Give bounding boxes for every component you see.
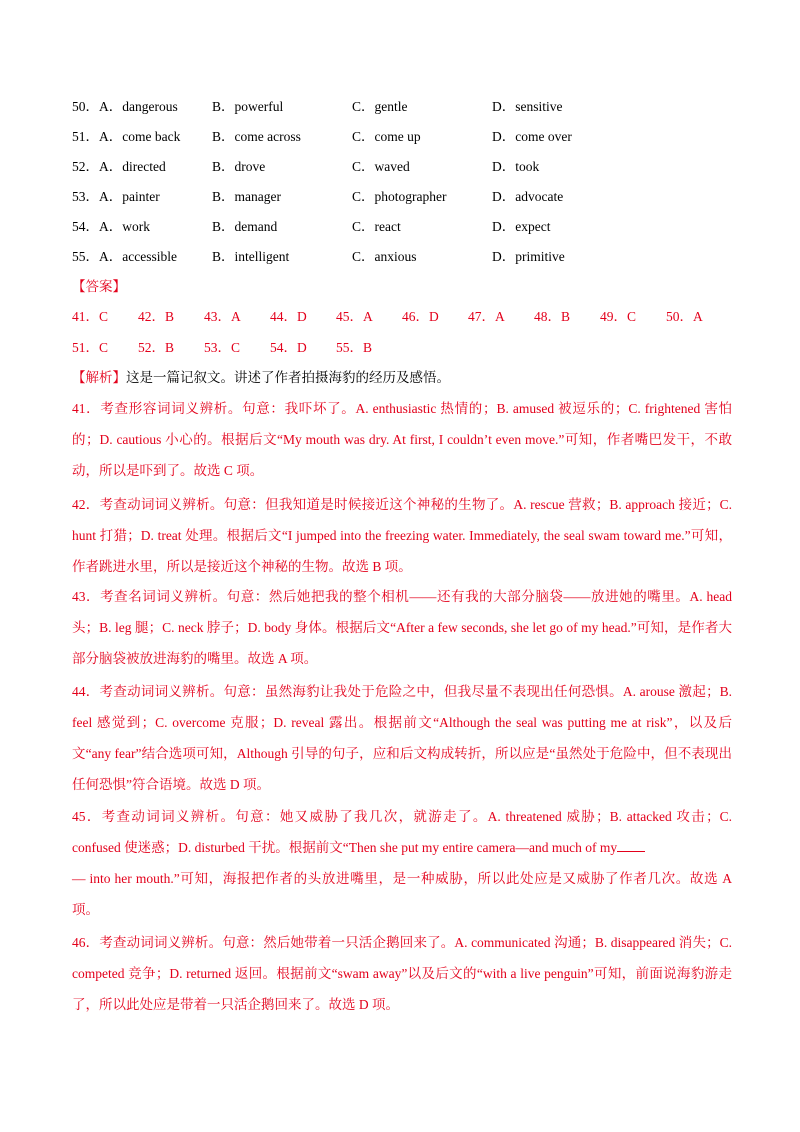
option-c: C．waved [352, 159, 410, 174]
answer-50: 50．A [666, 309, 703, 324]
option-b: B．come across [212, 129, 301, 144]
option-c: C．react [352, 219, 401, 234]
option-num-a: 50．A．dangerous [72, 99, 178, 114]
answer-41: 41．C [72, 309, 109, 324]
explanation-46 [72, 927, 732, 1020]
explanation-45 [72, 801, 732, 925]
explanation-text: 44．考查动词词义辨析。句意：虽然海豹让我处于危险之中，但我尽量不表现出任何恐惧。A. arouse 激起；B. feel 感觉到；C. overcome 克服；D. reveal 露出。根据前文“Although the seal was putting me at risk”，以及后文“any fear”结合选项可知，Although 引导的句子，应和后文构成转折，所以应是“虽然处于危险中，但不表现出任何恐惧”符合语境。故选 D 项。 [72, 684, 732, 792]
option-d: D．sensitive [492, 99, 563, 114]
explanation-44 [72, 676, 732, 800]
option-c: C．gentle [352, 99, 408, 114]
option-b: B．intelligent [212, 249, 290, 264]
answer-45: 45．A [336, 309, 373, 324]
option-d: D．took [492, 159, 540, 174]
explanation-text: 43．考查名词词义辨析。句意：然后她把我的整个相机——还有我的大部分脑袋——放进她的嘴里。A. head 头；B. leg 腿；C. neck 脖子；D. body 身体。根据后文“After a few seconds, she let go of my head.”可知，是作者大部分脑袋被放进海豹的嘴里。故选 A 项。 [72, 589, 732, 666]
answer-48: 48．B [534, 309, 571, 324]
explanation-text: 42．考查动词词义辨析。句意：但我知道是时候接近这个神秘的生物了。A. rescue 营救；B. approach 接近；C. hunt 打猎；D. treat 处理。根据后文“I jumped into the freezing water. Immediately, the seal swam toward me.”可知，作者跳进水里，所以是接近这个神秘的生物。故选 B 项。 [72, 497, 732, 574]
fill-blank [617, 837, 645, 852]
option-d: D．advocate [492, 189, 564, 204]
explanation-45-part1: 45．考查动词词义辨析。句意：她又威胁了我几次，就游走了。A. threatened 威胁；B. attacked 攻击；C. confused 使迷惑；D. disturbed 干扰。根据前文“Then she put my entire camera—and much of my [72, 809, 732, 855]
answer-44: 44．D [270, 309, 307, 324]
answer-heading: 【答案】 [72, 279, 126, 294]
option-c: C．photographer [352, 189, 447, 204]
option-d: D．come over [492, 129, 572, 144]
answer-42: 42．B [138, 309, 175, 324]
answer-47: 47．A [468, 309, 505, 324]
option-num-a: 54．A．work [72, 219, 150, 234]
explanation-41 [72, 393, 732, 486]
answer-49: 49．C [600, 309, 637, 324]
explanation-45-part2: — into her mouth.”可知，海报把作者的头放进嘴里，是一种威胁，所以此处应是又威胁了作者几次。故选 A 项。 [72, 871, 732, 917]
analysis-tag: 【解析】 [72, 370, 126, 385]
answer-51: 51．C [72, 340, 109, 355]
option-num-a: 52．A．directed [72, 159, 166, 174]
answer-43: 43．A [204, 309, 241, 324]
analysis-intro [72, 368, 450, 388]
option-b: B．drove [212, 159, 266, 174]
explanation-text [72, 801, 732, 925]
option-num-a: 55．A．accessible [72, 249, 177, 264]
explanation-text: 46．考查动词词义辨析。句意：然后她带着一只活企鹅回来了。A. communicated 沟通；B. disappeared 消失；C. competed 竞争；D. returned 返回。根据前文“swam away”以及后文的“with a live penguin”可知，前面说海豹游走了，所以此处应是带着一只活企鹅回来了。故选 D 项。 [72, 935, 732, 1012]
option-b: B．manager [212, 189, 281, 204]
answer-52: 52．B [138, 340, 175, 355]
answer-46: 46．D [402, 309, 439, 324]
option-num-a: 51．A．come back [72, 129, 181, 144]
option-d: D．primitive [492, 249, 565, 264]
option-b: B．demand [212, 219, 278, 234]
analysis-intro-text: 这是一篇记叙文。讲述了作者拍摄海豹的经历及感悟。 [126, 370, 450, 385]
answer-53: 53．C [204, 340, 241, 355]
explanation-43 [72, 581, 732, 674]
answer-55: 55．B [336, 340, 373, 355]
answer-54: 54．D [270, 340, 307, 355]
option-d: D．expect [492, 219, 551, 234]
option-b: B．powerful [212, 99, 284, 114]
explanation-text: 41．考查形容词词义辨析。句意：我吓坏了。A. enthusiastic 热情的；B. amused 被逗乐的；C. frightened 害怕的；D. cautious 小心的。根据后文“My mouth was dry. At first, I couldn’t even move.”可知，作者嘴巴发干，不敢动，所以是吓到了。故选 C 项。 [72, 401, 732, 478]
explanation-42 [72, 489, 732, 582]
option-c: C．anxious [352, 249, 417, 264]
option-num-a: 53．A．painter [72, 189, 160, 204]
option-c: C．come up [352, 129, 421, 144]
